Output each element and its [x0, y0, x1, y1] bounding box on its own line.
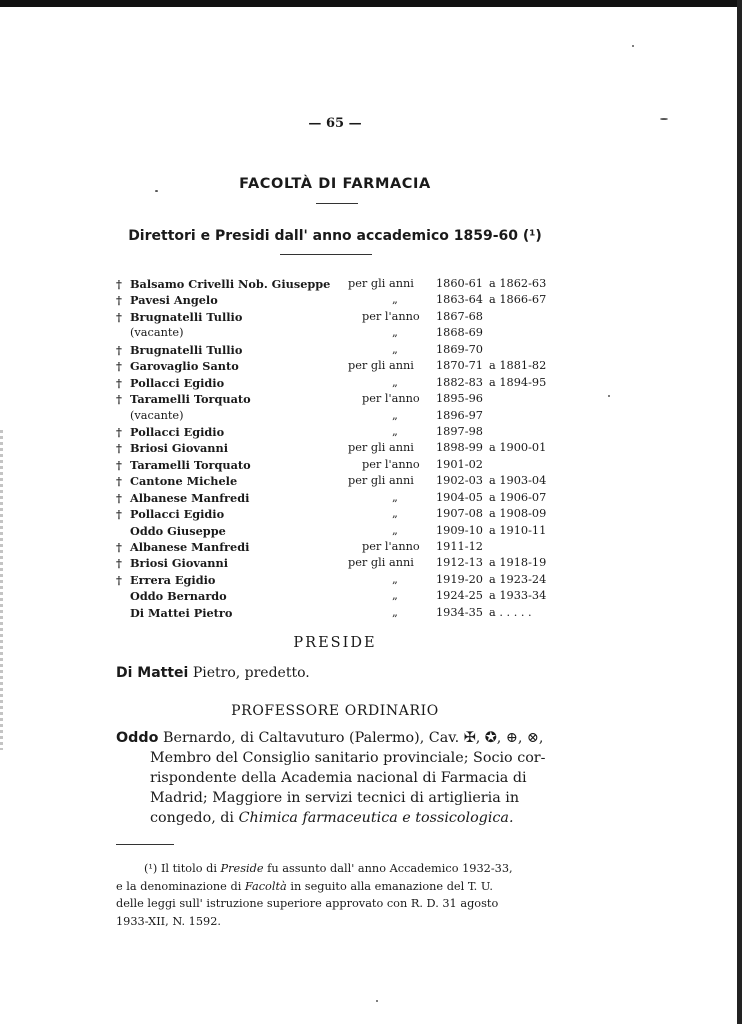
director-row [116, 292, 566, 308]
scan-speck [155, 190, 158, 192]
years-end: a 1923-24 [489, 572, 547, 586]
director-name: Oddo Bernardo [130, 589, 227, 604]
dagger-mark: † [116, 375, 122, 390]
dagger-mark: † [116, 342, 122, 357]
dagger-mark: † [116, 572, 122, 587]
years-start: 1896-97 [436, 408, 483, 422]
professor-heading: PROFESSORE ORDINARIO [231, 703, 439, 719]
years-end: a 1906-07 [489, 490, 547, 504]
years-end: a 1908-09 [489, 507, 547, 521]
years-start: 1870-71 [436, 359, 483, 373]
years-end: a 1894-95 [489, 375, 547, 389]
dagger-mark: † [116, 507, 122, 522]
scan-speck [376, 1000, 378, 1002]
director-row [116, 358, 566, 374]
period-label: „ [392, 326, 398, 340]
period-label: „ [392, 342, 398, 356]
years-start: 1863-64 [436, 293, 483, 307]
dagger-mark: † [116, 392, 122, 407]
footnote-text: Il titolo di [160, 862, 217, 875]
footnote-text: in seguito alla emanazione del T. U. [290, 879, 493, 893]
title-rule [316, 203, 358, 204]
years-start: 1909-10 [436, 523, 483, 537]
footnote-rule [116, 844, 174, 845]
scan-speck [660, 118, 668, 120]
preside-heading: PRESIDE [293, 635, 377, 651]
director-name: Briosi Giovanni [130, 556, 228, 571]
footnote [116, 860, 556, 930]
dagger-mark: † [116, 293, 122, 308]
years-end: a 1918-19 [489, 556, 547, 570]
director-name: Balsamo Crivelli Nob. Giuseppe [130, 277, 331, 291]
period-label: per gli anni [348, 441, 414, 455]
director-name: Brugnatelli Tullio [130, 309, 243, 324]
director-row [116, 375, 566, 391]
director-name: Taramelli Torquato [130, 392, 251, 407]
director-row [116, 440, 566, 456]
footnote-emphasis: Facoltà [244, 879, 287, 893]
years-start: 1897-98 [436, 424, 483, 438]
period-label: per l'anno [362, 392, 420, 406]
period-label: „ [392, 375, 398, 389]
professor-surname: Oddo [116, 730, 159, 746]
director-name: Pollacci Egidio [130, 507, 225, 522]
period-label: „ [392, 424, 398, 438]
director-name: Cantone Michele [130, 474, 238, 489]
years-end: a . . . . . [489, 605, 532, 619]
period-label: „ [392, 523, 398, 537]
dagger-mark: † [116, 474, 122, 489]
professor-line5: congedo, di [150, 810, 235, 826]
dagger-mark: † [116, 424, 122, 439]
director-name: Garovaglio Santo [130, 359, 239, 374]
years-start: 1902-03 [436, 474, 483, 488]
dagger-mark: † [116, 556, 122, 571]
director-name: (vacante) [130, 408, 184, 422]
footnote-marker: (¹) [144, 862, 158, 875]
director-row [116, 572, 566, 588]
dagger-mark: † [116, 457, 122, 472]
dagger-mark: † [116, 441, 122, 456]
director-row [116, 539, 566, 555]
years-end: a 1881-82 [489, 359, 547, 373]
period-label: „ [392, 408, 398, 422]
subtitle-rule [280, 254, 372, 255]
years-start: 1869-70 [436, 342, 483, 356]
page-number: — 65 — [308, 116, 362, 131]
years-start: 1919-20 [436, 572, 483, 586]
director-row [116, 309, 566, 325]
scan-right-border [737, 0, 742, 1024]
years-start: 1882-83 [436, 375, 483, 389]
director-name: Pavesi Angelo [130, 293, 218, 308]
directors-list [116, 276, 566, 621]
preside-surname: Di Mattei [116, 665, 189, 681]
years-start: 1860-61 [436, 277, 483, 290]
period-label: „ [392, 589, 398, 603]
years-start: 1912-13 [436, 556, 483, 570]
professor-subject: Chimica farmaceutica e tossicologica. [238, 810, 514, 826]
period-label: per gli anni [348, 556, 414, 570]
director-row [116, 588, 566, 604]
years-end: a 1910-11 [489, 523, 547, 537]
faculty-title: FACOLTÀ DI FARMACIA [239, 176, 431, 192]
period-label: per l'anno [362, 457, 420, 471]
years-end: a 1900-01 [489, 441, 547, 455]
director-name: Briosi Giovanni [130, 441, 228, 456]
years-start: 1911-12 [436, 540, 483, 553]
period-label: „ [392, 293, 398, 307]
footnote-emphasis: Preside [220, 862, 264, 875]
period-label: „ [392, 490, 398, 504]
years-start: 1901-02 [436, 457, 483, 471]
professor-line4: Madrid; Maggiore in servizi tecnici di artiglieria in [150, 790, 520, 806]
preside-entry [116, 665, 310, 681]
director-name: Albanese Manfredi [130, 540, 250, 554]
scan-speck [632, 45, 634, 47]
director-name: Pollacci Egidio [130, 424, 225, 439]
footnote-text: fu assunto dall' anno Accademico 1932-33, [267, 862, 513, 875]
professor-entry [116, 728, 556, 828]
scan-speck [608, 395, 610, 397]
director-row [116, 276, 566, 292]
footnote-text: e la denominazione di [116, 879, 242, 893]
dagger-mark: † [116, 277, 122, 291]
period-label: per l'anno [362, 309, 420, 323]
directors-title: Direttori e Presidi dall' anno accademico 1859-60 (¹) [128, 228, 542, 244]
director-row [116, 506, 566, 522]
director-name: Errera Egidio [130, 572, 216, 587]
director-name: Di Mattei Pietro [130, 605, 233, 620]
years-start: 1924-25 [436, 589, 483, 603]
professor-line3: rispondente della Academia nacional di Farmacia di [150, 770, 527, 786]
years-start: 1934-35 [436, 605, 483, 619]
director-row [116, 473, 566, 489]
director-row [116, 490, 566, 506]
dagger-mark: † [116, 540, 122, 554]
director-row [116, 424, 566, 440]
director-row [116, 605, 566, 621]
years-start: 1898-99 [436, 441, 483, 455]
period-label: per gli anni [348, 277, 414, 290]
director-row [116, 555, 566, 571]
scan-left-binding-marks [0, 430, 3, 750]
dagger-mark: † [116, 359, 122, 374]
professor-line1: Bernardo, di Caltavuturo (Palermo), Cav. ✠, ✪, ⊕, ⊗, [163, 730, 544, 746]
professor-line2: Membro del Consiglio sanitario provinciale; Socio cor- [150, 750, 546, 766]
director-row [116, 523, 566, 539]
director-row [116, 408, 566, 424]
years-end: a 1933-34 [489, 589, 547, 603]
period-label: per gli anni [348, 474, 414, 488]
years-start: 1907-08 [436, 507, 483, 521]
director-name: Pollacci Egidio [130, 375, 225, 390]
dagger-mark: † [116, 309, 122, 324]
years-start: 1895-96 [436, 392, 483, 406]
director-row [116, 342, 566, 358]
period-label: per l'anno [362, 540, 420, 553]
director-row [116, 457, 566, 473]
preside-rest: Pietro, predetto. [192, 665, 310, 681]
footnote-line4: 1933-XII, N. 1592. [116, 914, 221, 928]
director-name: Brugnatelli Tullio [130, 342, 243, 357]
period-label: per gli anni [348, 359, 414, 373]
director-name: (vacante) [130, 326, 184, 340]
years-start: 1904-05 [436, 490, 483, 504]
period-label: „ [392, 507, 398, 521]
director-name: Oddo Giuseppe [130, 523, 226, 538]
scan-top-border [0, 0, 742, 7]
years-end: a 1903-04 [489, 474, 547, 488]
period-label: „ [392, 605, 398, 619]
years-start: 1867-68 [436, 309, 483, 323]
footnote-line3: delle leggi sull' istruzione superiore approvato con R. D. 31 agosto [116, 897, 499, 910]
years-end: a 1866-67 [489, 293, 547, 307]
director-name: Albanese Manfredi [130, 490, 250, 505]
years-start: 1868-69 [436, 326, 483, 340]
director-name: Taramelli Torquato [130, 457, 251, 472]
director-row [116, 325, 566, 341]
period-label: „ [392, 572, 398, 586]
dagger-mark: † [116, 490, 122, 505]
years-end: a 1862-63 [489, 277, 547, 290]
director-row [116, 391, 566, 407]
